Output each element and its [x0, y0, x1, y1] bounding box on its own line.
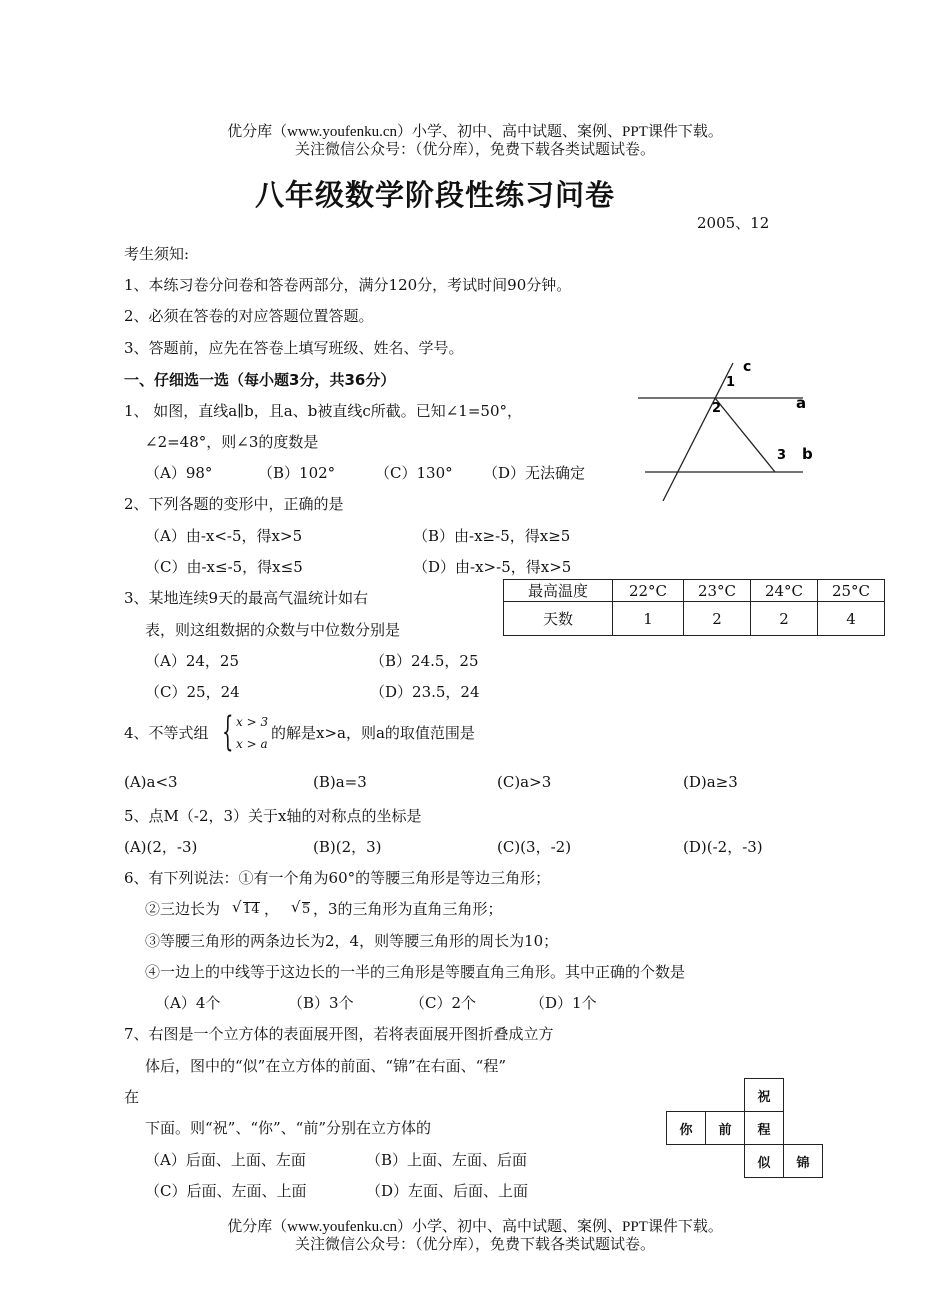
footer-line-1: 优分库（www.youfenku.cn）小学、初中、高中试题、案例、PPT课件下载。 [227, 1219, 723, 1235]
footer-line-2: 关注微信公众号：（优分库），免费下载各类试题试卷。 [294, 1237, 655, 1253]
q5-option-b: (B)(2，3) [313, 838, 382, 856]
section-title: 一、仔细选一选（每小题3分，共36分） [124, 371, 396, 389]
q3-option-d: （D）23.5，24 [370, 683, 480, 701]
q5-option-d: (D)(-2，-3) [683, 838, 763, 856]
angle-1-label: 1 [726, 375, 736, 390]
temperature-table [503, 579, 885, 636]
q6-statement-2-prefix: ②三边长为 [145, 900, 221, 918]
table-cell: 24°C [751, 580, 818, 602]
q3-stem-line2: 表，则这组数据的众数与中位数分别是 [145, 621, 401, 639]
notice-heading: 考生须知: [124, 245, 190, 263]
net-face-cheng: 程 [745, 1112, 784, 1145]
q6-stem: 6、有下列说法：①有一个角为60°的等腰三角形是等边三角形； [124, 869, 551, 887]
comma: ， [264, 900, 280, 918]
net-face-si: 似 [745, 1145, 784, 1178]
q6-statement-3: ③等腰三角形的两条边长为2，4，则等腰三角形的周长为10； [145, 932, 559, 950]
q7-option-b: （B）上面、左面、后面 [366, 1151, 528, 1169]
q7-option-d: （D）左面、后面、上面 [366, 1182, 529, 1200]
q3-option-b: （B）24.5，25 [370, 652, 479, 670]
header-line-2: 关注微信公众号：（优分库），免费下载各类试题试卷。 [294, 142, 655, 158]
header-line-1: 优分库（www.youfenku.cn）小学、初中、高中试题、案例、PPT课件下载。 [227, 124, 723, 140]
angle-3-label: 3 [777, 448, 787, 463]
line-c [663, 363, 736, 501]
q5-stem: 5、点M（-2，3）关于x轴的对称点的坐标是 [124, 807, 422, 825]
q6-option-c: （C）2个 [410, 994, 477, 1012]
label-c: c [743, 359, 752, 375]
cube-net [666, 1078, 823, 1178]
q6-statement-2-suffix: ，3的三角形为直角三角形； [313, 900, 503, 918]
inequality-line-2: x > a [236, 737, 268, 751]
q5-option-a: (A)(2，-3) [124, 838, 198, 856]
q4-option-c: (C)a>3 [497, 773, 552, 791]
radicand-5: 5 [302, 902, 311, 917]
inequality-line-1: x > 3 [236, 715, 269, 729]
exam-date: 2005、12 [697, 214, 770, 232]
page-title: 八年级数学阶段性练习问卷 [254, 178, 615, 212]
table-header-temp: 最高温度 [504, 580, 613, 602]
q7-option-a: （A）后面、上面、左面 [145, 1151, 306, 1169]
q1-stem-line2: ∠2=48°，则∠3的度数是 [145, 433, 319, 451]
q7-option-c: （C）后面、左面、上面 [145, 1182, 307, 1200]
table-cell: 1 [613, 602, 684, 636]
q6-statement-4: ④一边上的中线等于这边长的一半的三角形是等腰直角三角形。其中正确的个数是 [145, 963, 686, 981]
table-cell: 4 [818, 602, 885, 636]
parallel-lines-figure [630, 355, 830, 510]
label-a: a [796, 394, 807, 412]
q4-option-a: (A)a<3 [124, 773, 178, 791]
q6-option-a: （A）4个 [155, 994, 221, 1012]
q1-option-b: （B）102° [258, 464, 336, 482]
table-cell: 25°C [818, 580, 885, 602]
q7-stem-line1: 7、右图是一个立方体的表面展开图，若将表面展开图折叠成立方 [124, 1025, 554, 1043]
notice-item: 3、答题前，应先在答卷上填写班级、姓名、学号。 [124, 339, 464, 357]
transversal-segment [715, 398, 775, 472]
q3-option-c: （C）25，24 [145, 683, 240, 701]
q4-prefix: 4、不等式组 [124, 724, 209, 742]
q1-stem-line1: 1、 如图，直线a∥b，且a、b被直线c所截。已知∠1=50°， [124, 402, 522, 420]
q7-stem-line4: 下面。则“祝”、“你”、“前”分别在立方体的 [145, 1119, 432, 1137]
q2-stem: 2、下列各题的变形中，正确的是 [124, 495, 344, 513]
net-face-qian: 前 [706, 1112, 745, 1145]
label-b: b [802, 445, 813, 463]
q7-stem-line2: 体后，图中的“似”在立方体的前面、“锦”在右面、“程” [145, 1057, 507, 1075]
q3-stem-line1: 3、某地连续9天的最高气温统计如右 [124, 589, 369, 607]
q4-option-b: (B)a=3 [313, 773, 367, 791]
q4-suffix: 的解是x>a，则a的取值范围是 [271, 724, 475, 742]
table-cell: 2 [684, 602, 751, 636]
notice-item: 2、必须在答卷的对应答题位置答题。 [124, 307, 374, 325]
q2-option-b: （B）由-x≥-5，得x≥5 [413, 527, 571, 545]
table-cell: 22°C [613, 580, 684, 602]
q2-option-a: （A）由-x<-5，得x>5 [145, 527, 303, 545]
table-cell: 23°C [684, 580, 751, 602]
inequality-brace: { [222, 709, 234, 755]
q5-option-c: (C)(3，-2) [497, 838, 572, 856]
q1-option-d: （D）无法确定 [483, 464, 586, 482]
q3-option-a: （A）24，25 [145, 652, 240, 670]
sqrt-sign-icon: √ [291, 898, 301, 916]
sqrt-sign-icon: √ [232, 898, 242, 916]
net-face-jin: 锦 [784, 1145, 823, 1178]
q4-option-d: (D)a≥3 [683, 773, 738, 791]
table-header-days: 天数 [504, 602, 613, 636]
net-face-ni: 你 [667, 1112, 706, 1145]
q6-option-d: （D）1个 [530, 994, 597, 1012]
q2-option-d: （D）由-x>-5，得x>5 [413, 558, 572, 576]
angle-2-label: 2 [712, 401, 722, 416]
q6-option-b: （B）3个 [288, 994, 354, 1012]
q1-option-a: （A）98° [145, 464, 213, 482]
q1-option-c: （C）130° [375, 464, 453, 482]
q7-stem-line3: 在 [124, 1088, 140, 1106]
radicand-14: 14 [243, 902, 260, 917]
table-cell: 2 [751, 602, 818, 636]
net-face-zhu: 祝 [745, 1079, 784, 1112]
q2-option-c: （C）由-x≤-5，得x≤5 [145, 558, 303, 576]
notice-item: 1、本练习卷分问卷和答卷两部分，满分120分，考试时间90分钟。 [124, 276, 572, 294]
